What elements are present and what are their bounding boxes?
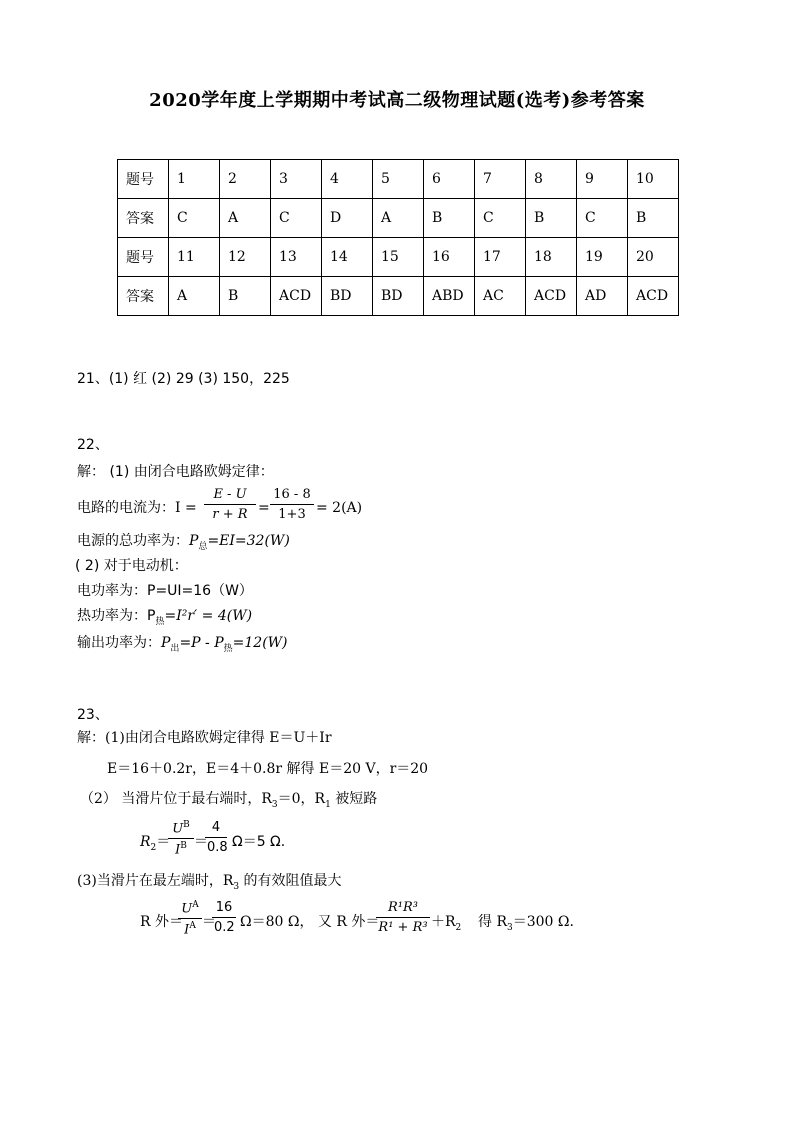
table-cell: 9 [577, 160, 628, 199]
table-cell: C [475, 199, 526, 238]
table-cell: B [220, 277, 271, 316]
table-cell: BD [322, 277, 373, 316]
table-row-header: 答案 [118, 199, 169, 238]
q22-number: 22、 [77, 437, 109, 453]
q23-fraction-parallel: R¹R³ R¹ + R³ [376, 900, 430, 935]
table-cell: 5 [373, 160, 424, 199]
q23-line4-eq: ＝ [194, 834, 208, 850]
q22-eq: = [258, 500, 270, 516]
q22-line1: 解： (1) 由闭合电路欧姆定律： [77, 464, 274, 480]
table-cell: A [220, 199, 271, 238]
table-cell: ACD [526, 277, 577, 316]
table-cell: 16 [424, 238, 475, 277]
q22-fraction-num: 16 - 8 1+3 [270, 487, 314, 522]
q23-line6-mid: Ω＝80 Ω， 又 R 外＝ [240, 914, 380, 930]
q22-line2-label: 电路的电流为：I = [77, 500, 197, 516]
table-cell: 18 [526, 238, 577, 277]
answer-table [117, 159, 679, 316]
q23-line6-plus: $+R_2$ [431, 914, 462, 933]
table-cell: ACD [628, 277, 679, 316]
table-row [118, 199, 679, 238]
table-cell: 19 [577, 238, 628, 277]
table-row-header: 题号 [118, 160, 169, 199]
q23-line4-result: Ω＝5 Ω. [232, 834, 286, 850]
table-cell: 15 [373, 238, 424, 277]
table-cell: BD [373, 277, 424, 316]
table-cell: 10 [628, 160, 679, 199]
table-cell: 1 [169, 160, 220, 199]
table-cell: D [322, 199, 373, 238]
table-cell: AC [475, 277, 526, 316]
table-cell: 11 [169, 238, 220, 277]
q23-line5: (3)当滑片在最左端时，$R_3$ 的有效阻值最大 [77, 873, 342, 892]
q23-line4-lhs: $R_2=$ [140, 834, 171, 853]
q23-line6-end: 得 $R_3=300$ Ω. [478, 914, 574, 933]
table-cell: C [577, 199, 628, 238]
q23-line3: （2） 当滑片位于最右端时，$R_3=0$，$R_1$ 被短路 [80, 791, 378, 810]
q22-line5: 电功率为：P=UI=16（W） [77, 583, 253, 599]
table-cell: ABD [424, 277, 475, 316]
page-title: 2020学年度上学期期中考试高二级物理试题(选考)参考答案 [149, 90, 645, 111]
table-cell: 8 [526, 160, 577, 199]
table-cell: B [424, 199, 475, 238]
q23-fraction-16-02: 16 0.2 [214, 900, 235, 935]
table-cell: B [526, 199, 577, 238]
q23-line2: E＝16＋0.2r，E＝4＋0.8r 解得 E＝20 V，r＝20 [107, 761, 429, 777]
table-cell: ACD [271, 277, 322, 316]
table-cell: AD [577, 277, 628, 316]
table-cell: 6 [424, 160, 475, 199]
table-cell: A [169, 277, 220, 316]
table-row-header: 答案 [118, 277, 169, 316]
q22-line4: ( 2) 对于电动机： [75, 558, 188, 574]
table-cell: B [628, 199, 679, 238]
table-row [118, 238, 679, 277]
table-cell: 7 [475, 160, 526, 199]
q23-line6-eq: ＝ [202, 914, 216, 930]
q23-line6-lhs: R 外＝ [140, 914, 183, 930]
q21-answer: 21、(1) 红 (2) 29 (3) 150，225 [77, 371, 290, 387]
table-row-header: 题号 [118, 238, 169, 277]
q22-fraction-eu: E - U r + R [204, 487, 256, 522]
table-cell: C [271, 199, 322, 238]
table-cell: 17 [475, 238, 526, 277]
table-cell: C [169, 199, 220, 238]
table-cell: A [373, 199, 424, 238]
table-row [118, 160, 679, 199]
table-row [118, 277, 679, 316]
table-cell: 12 [220, 238, 271, 277]
table-cell: 13 [271, 238, 322, 277]
table-cell: 4 [322, 160, 373, 199]
table-cell: 3 [271, 160, 322, 199]
q22-line7: 输出功率为：$P_出=P - P_热=12(W)$ [77, 635, 288, 654]
q22-line6: 热功率为：$P_热=I^2r' = 4(W)$ [77, 608, 253, 627]
table-cell: 20 [628, 238, 679, 277]
q23-number: 23、 [77, 707, 109, 723]
q23-fraction-ua-ia: $U^A$ $I^A$ [178, 900, 202, 938]
q23-fraction-4-08: 4 0.8 [207, 820, 228, 855]
table-cell: 14 [322, 238, 373, 277]
q22-line3: 电源的总功率为：$P_总=EI=32(W)$ [77, 533, 290, 552]
q22-current-result: = 2(A) [316, 500, 363, 516]
table-cell: 2 [220, 160, 271, 199]
q23-fraction-ub-ib: $U^B$ $I^B$ [168, 820, 194, 858]
q23-line1: 解：(1)由闭合电路欧姆定律得 E＝U＋Ir [77, 730, 332, 746]
